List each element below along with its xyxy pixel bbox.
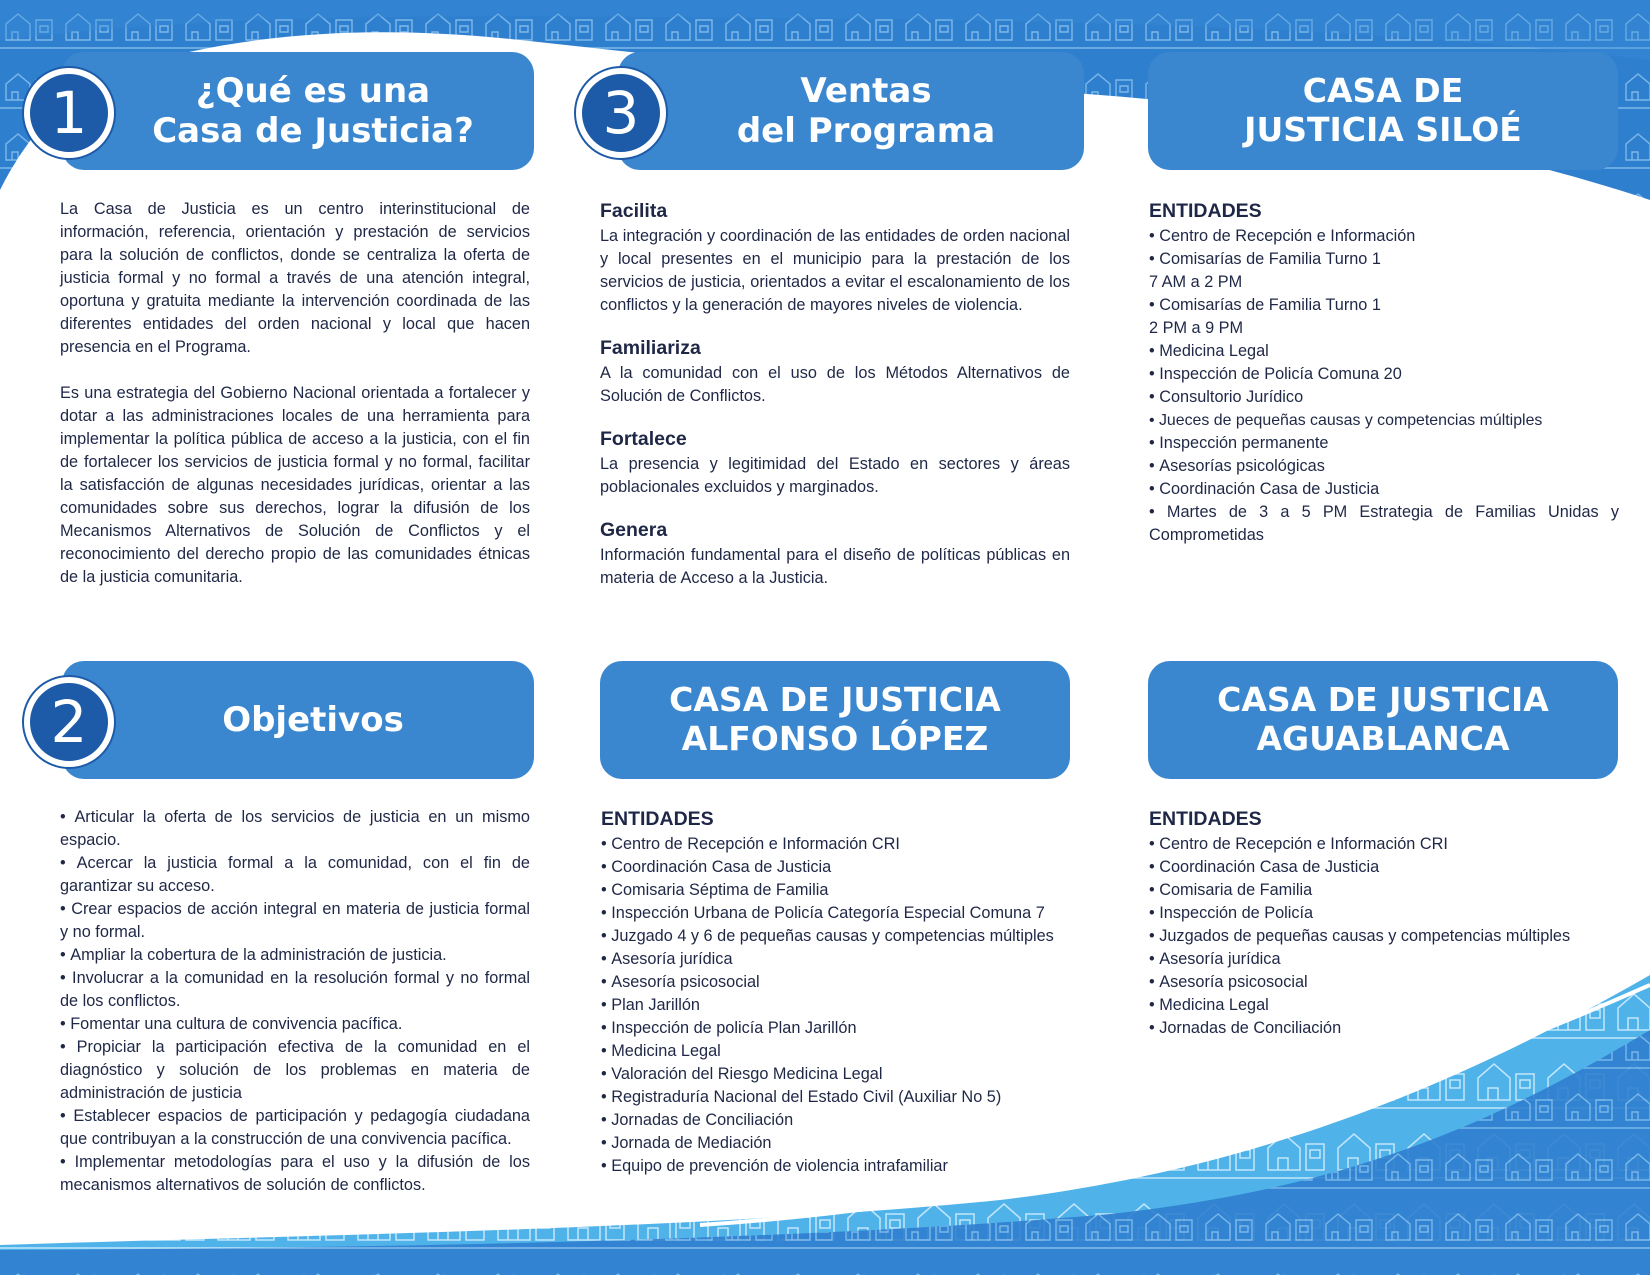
siloe-title: CASA DE JUSTICIA SILOÉ <box>1244 71 1522 149</box>
benefit-section <box>600 519 1070 590</box>
list-item: • Plan Jarillón <box>601 994 1071 1017</box>
list-item: • Asesorías psicológicas <box>1149 455 1619 478</box>
list-item: • Medicina Legal <box>601 1040 1071 1063</box>
list-item: • Propiciar la participación efectiva de la comunidad en el diagnóstico y solución de los problemas en materia de administración de justicia <box>60 1036 530 1105</box>
benefit-heading: Genera <box>600 519 668 541</box>
list-item: • Inspección de Policía <box>1149 902 1619 925</box>
list-item: • Jornada de Mediación <box>601 1132 1071 1155</box>
panel2-number-badge: 2 <box>24 677 114 767</box>
aguablanca-banner <box>1148 661 1618 779</box>
benefit-section <box>600 200 1070 317</box>
list-item: • Martes de 3 a 5 PM Estrategia de Familias Unidas y Comprometidas <box>1149 501 1619 547</box>
list-item: • Jornadas de Conciliación <box>1149 1017 1619 1040</box>
benefit-heading: Fortalece <box>600 428 687 450</box>
list-item: • Comisarías de Familia Turno 1 7 AM a 2 PM <box>1149 248 1619 294</box>
list-item: • Involucrar a la comunidad en la resolución formal y no formal de los conflictos. <box>60 967 530 1013</box>
list-item: • Inspección Urbana de Policía Categoría Especial Comuna 7 <box>601 902 1071 925</box>
list-item: • Valoración del Riesgo Medicina Legal <box>601 1063 1071 1086</box>
siloe-entities-list <box>1149 225 1619 547</box>
list-item: • Jornadas de Conciliación <box>601 1109 1071 1132</box>
list-item: • Registraduría Nacional del Estado Civil (Auxiliar No 5) <box>601 1086 1071 1109</box>
list-item: • Fomentar una cultura de convivencia pacífica. <box>60 1013 530 1036</box>
list-item: • Ampliar la cobertura de la administración de justicia. <box>60 944 530 967</box>
siloe-banner <box>1148 52 1618 170</box>
alfonso-body <box>601 808 1071 1178</box>
panel1-paragraph: La Casa de Justicia es un centro interinstitucional de información, referencia, orientación y prestación de servicios para la solución de conflictos, donde se centraliza la oferta de justicia formal y no formal a través de una atención integral, oportuna y gratuita mediante la intervención coordinada de las diferentes entidades del orden nacional y local que hacen presencia en el Programa. <box>60 200 530 356</box>
alfonso-title: CASA DE JUSTICIA ALFONSO LÓPEZ <box>669 680 1001 758</box>
aguablanca-body <box>1149 808 1619 1040</box>
panel2-title: Objetivos <box>222 699 404 740</box>
benefit-section <box>600 337 1070 408</box>
list-item: • Inspección permanente <box>1149 432 1619 455</box>
list-item: • Juzgados de pequeñas causas y competencias múltiples <box>1149 925 1619 948</box>
aguablanca-title: CASA DE JUSTICIA AGUABLANCA <box>1217 680 1549 758</box>
benefit-text: Información fundamental para el diseño de políticas públicas en materia de Acceso a la Justicia. <box>600 546 1070 587</box>
list-item: • Acercar la justicia formal a la comunidad, con el fin de garantizar su acceso. <box>60 852 530 898</box>
benefit-text: La presencia y legitimidad del Estado en sectores y áreas poblacionales excluidos y marginados. <box>600 455 1070 496</box>
list-item: • Medicina Legal <box>1149 994 1619 1017</box>
entities-heading: ENTIDADES <box>1149 808 1262 830</box>
panel1-title: ¿Qué es una Casa de Justicia? <box>152 70 474 151</box>
panel1-body <box>60 198 530 589</box>
list-item: • Comisarías de Familia Turno 1 2 PM a 9 PM <box>1149 294 1619 340</box>
benefit-section <box>600 428 1070 499</box>
list-item: • Crear espacios de acción integral en materia de justicia formal y no formal. <box>60 898 530 944</box>
list-item: • Jueces de pequeñas causas y competencias múltiples <box>1149 409 1619 432</box>
entities-heading: ENTIDADES <box>1149 200 1262 222</box>
list-item: • Centro de Recepción e Información CRI <box>601 833 1071 856</box>
list-item: • Inspección de Policía Comuna 20 <box>1149 363 1619 386</box>
list-item: • Juzgado 4 y 6 de pequeñas causas y competencias múltiples <box>601 925 1071 948</box>
list-item: • Centro de Recepción e Información CRI <box>1149 833 1619 856</box>
panel3-body <box>600 200 1070 610</box>
siloe-body <box>1149 200 1619 547</box>
alfonso-banner <box>600 661 1070 779</box>
panel1-number-badge: 1 <box>24 68 114 158</box>
list-item: • Coordinación Casa de Justicia <box>1149 856 1619 879</box>
list-item: • Medicina Legal <box>1149 340 1619 363</box>
benefit-heading: Familiariza <box>600 337 701 359</box>
benefit-text: La integración y coordinación de las entidades de orden nacional y local presentes en el municipio para la prestación de los servicios de justicia, orientados a evitar el escalonamiento de los conflictos y la generación de mayores niveles de violencia. <box>600 227 1070 314</box>
list-item: • Asesoría psicosocial <box>601 971 1071 994</box>
list-item: • Articular la oferta de los servicios de justicia en un mismo espacio. <box>60 806 530 852</box>
benefit-text: A la comunidad con el uso de los Métodos Alternativos de Solución de Conflictos. <box>600 364 1070 405</box>
list-item: • Asesoría jurídica <box>1149 948 1619 971</box>
alfonso-entities-list <box>601 833 1071 1178</box>
benefit-heading: Facilita <box>600 200 668 222</box>
list-item: • Establecer espacios de participación y pedagogía ciudadana que contribuyan a la construcción de una convivencia pacífica. <box>60 1105 530 1151</box>
panel2-body <box>60 806 530 1197</box>
panel1-banner <box>62 52 534 170</box>
list-item: • Centro de Recepción e Información <box>1149 225 1619 248</box>
objectives-list <box>60 806 530 1197</box>
panel3-banner <box>618 52 1084 170</box>
panel3-title: Ventas del Programa <box>736 70 996 151</box>
list-item: • Asesoría psicosocial <box>1149 971 1619 994</box>
list-item: • Equipo de prevención de violencia intrafamiliar <box>601 1155 1071 1178</box>
list-item: • Coordinación Casa de Justicia <box>601 856 1071 879</box>
list-item: • Implementar metodologías para el uso y la difusión de los mecanismos alternativos de solución de conflictos. <box>60 1151 530 1197</box>
list-item: • Comisaria de Familia <box>1149 879 1619 902</box>
list-item: • Asesoría jurídica <box>601 948 1071 971</box>
list-item: • Coordinación Casa de Justicia <box>1149 478 1619 501</box>
aguablanca-entities-list <box>1149 833 1619 1040</box>
entities-heading: ENTIDADES <box>601 808 714 830</box>
list-item: • Comisaria Séptima de Familia <box>601 879 1071 902</box>
list-item: • Inspección de policía Plan Jarillón <box>601 1017 1071 1040</box>
panel3-number-badge: 3 <box>576 68 666 158</box>
panel1-paragraph: Es una estrategia del Gobierno Nacional orientada a fortalecer y dotar a las administraciones locales de una herramienta para implementar la política pública de acceso a la justicia, con el fin de fortalecer los servicios de justicia formal y no formal, facilitar la satisfacción de algunas necesidades jurídicas, orientar a las comunidades sobre sus derechos, lograr la difusión de los Mecanismos Alternativos de Solución de Conflictos y el reconocimiento del derecho propio de las comunidades étnicas de la justicia comunitaria. <box>60 384 530 586</box>
list-item: • Consultorio Jurídico <box>1149 386 1619 409</box>
panel2-banner <box>62 661 534 779</box>
